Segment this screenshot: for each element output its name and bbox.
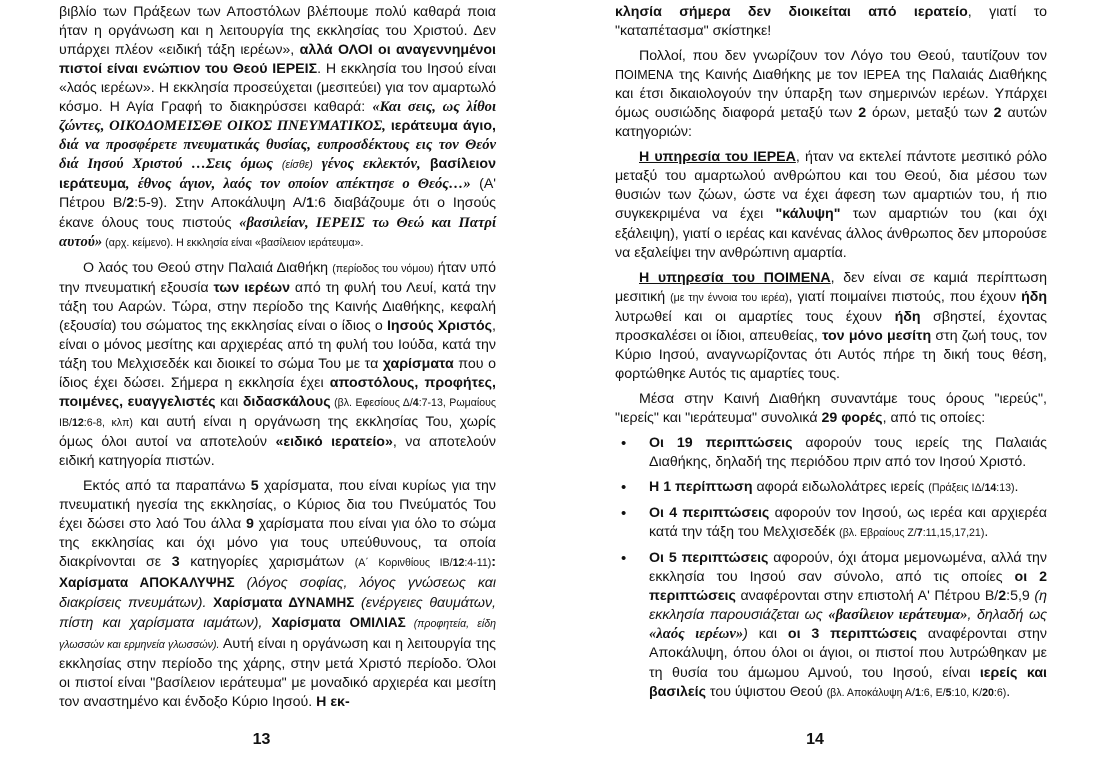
- list-item: • Οι 4 περιπτώσεις αφορούν τον Ιησού, ως ιερέα και αρχιερέα κατά την τάξη του Μελχισεδέκ (βλ. Εβραίους Ζ/7:11,15,17,21).: [615, 504, 1047, 543]
- page-number: 13: [252, 731, 271, 748]
- list-item: • Οι 5 περιπτώσεις αφορούν, όχι άτομα μεμονωμένα, αλλά την εκκλησία του Ιησού σαν σύνολο, από τις οποίες οι 2 περιπτώσεις αναφέρονται στην επιστολή Α' Πέτρου Β/2:5,9 (η εκκλησία παρουσιάζεται ως «βασίλειον ιεράτευμα», δηλαδή ως «λαός ιερέων») και οι 3 περιπτώσεις αναφέρονται στην Αποκάλυψη, όπου όλοι οι άγιοι, οι πιστοί που λυτρώθηκαν με τη θυσία του άμωμου Αμνού, του Ιησού, είναι ιερείς και βασιλείς του ύψιστου Θεού (βλ. Αποκάλυψη Α/1:6, Ε/5:10, Κ/20:6).: [615, 549, 1047, 702]
- page-number: 14: [806, 731, 824, 748]
- paragraph: Η υπηρεσία του ΙΕΡΕΑ, ήταν να εκτελεί πάντοτε μεσιτικό ρόλο μεταξύ του αμαρτωλού ανθρώπου και του Θεού, δια μέσου των θυσιών των ζώων, ώστε να έχει άφεση των αμαρτιών του, ή πιο συγκεκριμένα να έχει "κάλυψη" των αμαρτιών του (και όχι εξάλειψη), γιατί ο ιερέας και κανένας άλλος άνθρωπος δεν μπορούσε να εξαλείψει την ανθρώπινη αμαρτία.: [615, 149, 1047, 261]
- paragraph: Ο λαός του Θεού στην Παλαιά Διαθήκη (περίοδος του νόμου) ήταν υπό την πνευματική εξουσία των ιερέων από τη φυλή του Λευί, κατά την τάξη του Ααρών. Τώρα, στην περίοδο της Καινής Διαθήκης, κεφαλή (εξουσία) του σώματος της εκκλησίας είναι ο ίδιος ο Ιησούς Χριστός, είναι ο μόνος μεσίτης και αρχιερέας από τη φυλή του Ιούδα, κατά την τάξη του Μελχισεδέκ και διοικεί το σώμα Του με τα χαρίσματα που ο ίδιος έχει δώσει. Σήμερα η εκκλησία έχει αποστόλους, προφήτες, ποιμένες, ευαγγελιστές και διδασκάλους (βλ. Εφεσίους Δ/4:7-13, Ρωμαίους ΙΒ/12:6-8, κλπ) και αυτή είναι η οργάνωση της εκκλησίας Του, χωρίς όμως όλοι αυτοί να αποτελούν «ειδικό ιερατείο», να αποτελούν ειδική κατηγορία πιστών.: [59, 259, 497, 470]
- paragraph: κλησία σήμερα δεν διοικείται από ιερατείο, γιατί το "καταπέτασμα" σκίστηκε!: [615, 4, 1047, 40]
- page-right-text: [615, 3, 1047, 703]
- page-left: [0, 0, 553, 762]
- paragraph: βιβλίο των Πράξεων των Αποστόλων βλέπουμε πολύ καθαρά ποια ήταν η οργάνωση και η λειτουργία της εκκλησίας του Χριστού. Δεν υπάρχει πλέον «ειδική τάξη ιερέων», αλλά ΟΛΟΙ οι αναγεννημένοι πιστοί είναι ενώπιον του Θεού ΙΕΡΕΙΣ. Η εκκλησία του Ιησού είναι «λαός ιερέων». Η εκκλησία προσεύχεται (μεσιτεύει) για τον αμαρτωλό κόσμο. Η Αγία Γραφή το διακηρύσσει καθαρά: «Και σεις, ως λίθοι ζώντες, ΟΙΚΟΔΟΜΕΙΣΘΕ ΟΙΚΟΣ ΠΝΕΥΜΑΤΙΚΟΣ, ιεράτευμα άγιο, διά να προσφέρετε πνευματικάς θυσίας, ευπροσδέκτους εις τον Θεόν διά Ιησού Χριστού …Σεις όμως (είσθε) γένος εκλεκτόν, βασίλειον ιεράτευμα, έθνος άγιον, λαός τον οποίον απέκτησε ο Θεός…» (Α' Πέτρου Β/2:5-9). Στην Αποκάλυψη Α/1:6 διαβάζουμε ότι ο Ιησούς έκανε όλους τους πιστούς «βασιλείαν, ΙΕΡΕΙΣ τω Θεώ και Πατρί αυτού» (αρχ. κείμενο). Η εκκλησία είναι «βασίλειον ιεράτευμα».: [59, 4, 497, 250]
- list-item: • Οι 19 περιπτώσεις αφορούν τους ιερείς της Παλαιάς Διαθήκης, δηλαδή της περιόδου πριν από τον Ιησού Χριστό.: [615, 434, 1047, 472]
- paragraph: Εκτός από τα παραπάνω 5 χαρίσματα, που είναι κυρίως για την πνευματική ηγεσία της εκκλησίας, ο Κύριος δια του Πνεύματός Του έχει δώσει στο λαό Του άλλα 9 χαρίσματα που είναι για όλο το σώμα της εκκλησίας και όχι μόνο για τους υπεύθυνους, τα οποία διακρίνονται σε 3 κατηγορίες χαρισμάτων (Α΄ Κορινθίους ΙΒ/12:4-11): Χαρίσματα ΑΠΟΚΑΛΥΨΗΣ (λόγος σοφίας, λόγος γνώσεως και διακρίσεις πνευμάτων). Χαρίσματα ΔΥΝΑΜΗΣ (ενέργειες θαυμάτων, πίστη και χαρίσματα ιαμάτων), Χαρίσματα ΟΜΙΛΙΑΣ (προφητεία, είδη γλωσσών και ερμηνεία γλωσσών). Αυτή είναι η οργάνωση και η λειτουργία της εκκλησίας στην περίοδο της χάρης, στην μετά Χριστό περίοδο. Όλοι οι πιστοί είναι "βασίλειον ιεράτευμα" με μοναδικό αρχιερέα και μεσίτη τον αναστημένο και ένδοξο Κύριο Ιησού. Η εκ-: [59, 478, 497, 710]
- paragraph: Μέσα στην Καινή Διαθήκη συναντάμε τους όρους "ιερεύς", "ιερείς" και "ιεράτευμα" συνολικά 29 φορές, από τις οποίες:: [615, 390, 1047, 426]
- list-item: • Η 1 περίπτωση αφορά ειδωλολάτρες ιερείς (Πράξεις ΙΔ/14:13).: [615, 478, 1047, 498]
- paragraph: Η υπηρεσία του ΠΟΙΜΕΝΑ, δεν είναι σε καμιά περίπτωση μεσιτική (με την έννοια του ιερέα), γιατί ποιμαίνει πιστούς, που έχουν ήδη λυτρωθεί και οι αμαρτίες τους έχουν ήδη σβηστεί, έχοντας προσκαλέσει οι ίδιοι, απευθείας, τον μόνο μεσίτη στη ζωή τους, τον Κύριο Ιησού, αναγνωρίζοντας ότι Αυτός πήρε τη δική τους θέση, φορτώθηκε Αυτός τις αμαρτίες τους.: [615, 269, 1048, 382]
- page-right: [553, 0, 1107, 762]
- occurrence-list: [615, 434, 1047, 703]
- paragraph: Πολλοί, που δεν γνωρίζουν τον Λόγο του Θεού, ταυτίζουν τον ΠΟΙΜΕΝΑ της Καινής Διαθήκης με τον ΙΕΡΕΑ της Παλαιάς Διαθήκης και έτσι δικαιολογούν την ύπαρξη των σημερινών ιερέων. Υπάρχει όμως ουσιώδης διαφορά μεταξύ των 2 όρων, μεταξύ των 2 αυτών κατηγοριών:: [615, 48, 1047, 141]
- page-left-text: [59, 3, 496, 712]
